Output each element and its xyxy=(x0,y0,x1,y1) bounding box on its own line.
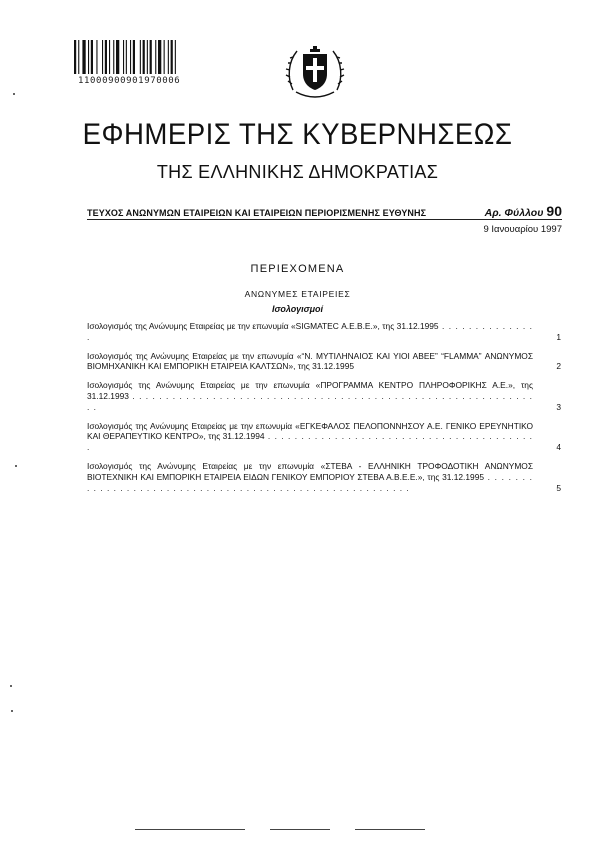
entry-text: Ισολογισμός της Ανώνυμης Εταιρείας με την επωνυμία «ΣΤΕΒΑ - ΕΛΛΗΝΙΚΗ ΤΡΟΦΟΔΟΤΙΚΗ ΑΝΩΝΥΜΟΣ ΒΙΟΤΕΧΝΙΚΗ ΚΑΙ ΕΜΠΟΡΙΚΗ ΕΤΑΙΡΕΙΑ ΕΙΔΩΝ ΓΕΝΙΚΟΥ ΕΜΠΟΡΙΟΥ ΣΤΕΒΑ Α.Β.Ε.Ε.», της 31.12.1995 xyxy=(87,460,533,482)
sheet-label: Αρ. Φύλλου xyxy=(484,207,544,219)
barcode-bar xyxy=(126,40,127,74)
contents-entry xyxy=(87,421,561,453)
footer-rule xyxy=(135,829,245,831)
barcode-bar xyxy=(113,40,114,74)
issue-type: ΤΕΥΧΟΣ ΑΝΩΝΥΜΩΝ ΕΤΑΙΡΕΙΩΝ ΚΑΙ ΕΤΑΙΡΕΙΩΝ ΠΕΡΙΟΡΙΣΜΕΝΗΣ ΕΥΘΥΝΗΣ xyxy=(87,208,427,219)
leader-dots: . . . . . . . . . . . . . . . . . . . . . . . . . . . . . . . . . . . . . . . . . . . . . . . . . . . . . . . . . . . . . . xyxy=(87,390,533,412)
entry-page-number: 4 xyxy=(556,442,561,453)
scan-speck xyxy=(13,93,15,95)
sheet-number-label xyxy=(485,203,562,219)
barcode-bar xyxy=(140,40,141,74)
barcode-bar xyxy=(158,40,161,74)
entry-page-number: 3 xyxy=(556,401,561,412)
barcode-bar xyxy=(143,40,145,74)
barcode-number: 11000900901970006 xyxy=(78,76,181,86)
barcode-bar xyxy=(133,40,135,74)
entry-text: Ισολογισμός της Ανώνυμης Εταιρείας με την επωνυμία «SIGMATEC Α.Ε.Β.Ε.», της 31.12.1995 xyxy=(87,321,439,331)
coat-of-arms-emblem xyxy=(284,40,346,102)
contents-list xyxy=(87,321,561,501)
barcode-bar xyxy=(171,40,173,74)
entry-page-number: 1 xyxy=(556,331,561,342)
barcode-bar xyxy=(102,40,103,74)
barcode-bar xyxy=(168,40,169,74)
scan-speck xyxy=(10,685,12,687)
footer-rule xyxy=(355,829,425,831)
barcode-bar xyxy=(147,40,148,74)
contents-entry xyxy=(87,351,561,373)
entry-text: Ισολογισμός της Ανώνυμης Εταιρείας με την επωνυμία «ΕΓΚΕΦΑΛΟΣ ΠΕΛΟΠΟΝΝΗΣΟΥ Α.Ε. ΓΕΝΙΚΟ ΕΡΕΥΝΗΤΙΚΟ ΚΑΙ ΘΕΡΑΠΕΥΤΙΚΟ ΚΕΝΤΡΟ», της 31.12.1994 xyxy=(87,420,533,442)
subsection-heading: Ισολογισμοί xyxy=(271,304,324,314)
barcode-bar xyxy=(164,40,165,74)
contents-entry xyxy=(87,380,561,412)
barcode-bar xyxy=(130,40,131,74)
issue-date: 9 Ιανουαρίου 1997 xyxy=(483,224,562,235)
barcode-bar xyxy=(82,40,85,74)
header-rule xyxy=(87,219,562,220)
gazette-title: ΕΦΗΜΕΡΙΣ ΤΗΣ ΚΥΒΕΡΝΗΣΕΩΣ xyxy=(82,118,513,151)
barcode-bar xyxy=(105,40,107,74)
entry-text: Ισολογισμός της Ανώνυμης Εταιρείας με την επωνυμία «“Ν. ΜΥΤΙΛΗΝΑΙΟΣ ΚΑΙ ΥΙΟΙ ΑΒΕΕ” “FLAMMA” ΑΝΩΝΥΜΟΣ ΒΙΟΜΗΧΑΝΙΚΗ ΚΑΙ ΕΜΠΟΡΙΚΗ ΕΤΑΙΡΕΙΑ ΚΑΛΤΣΩΝ», της 31.12.1995 xyxy=(87,350,533,372)
entry-text: Ισολογισμός της Ανώνυμης Εταιρείας με την επωνυμία «ΠΡΟΓΡΑΜΜΑ ΚΕΝΤΡΟ ΠΛΗΡΟΦΟΡΙΚΗΣ Α.Ε.», της 31.12.1993 xyxy=(87,380,533,401)
leader-dots: . . . . . . . . . . . . . . . . . . . . . . . . . . . . . . . . . . . . . . . . . . . . . . . . . . . . . . . . xyxy=(87,471,533,493)
gazette-subtitle: ΤΗΣ ΕΛΛΗΝΙΚΗΣ ΔΗΜΟΚΡΑΤΙΑΣ xyxy=(156,162,439,182)
contents-entry xyxy=(87,461,561,493)
barcode-bar xyxy=(88,40,89,74)
contents-heading: ΠΕΡΙΕΧΟΜΕΝΑ xyxy=(250,263,345,275)
leader-dots: . . . . . . . . . . . . . . . . . . . . . . . . . . . . . . . . . . . . . . . . . xyxy=(87,431,533,453)
barcode-bar xyxy=(116,40,119,74)
barcode-bar xyxy=(155,40,156,74)
contents-entry xyxy=(87,321,561,343)
entry-page-number: 5 xyxy=(556,482,561,493)
scan-speck xyxy=(15,465,17,467)
barcode-bar xyxy=(96,40,97,74)
barcode-bar xyxy=(109,40,110,74)
sheet-number: 90 xyxy=(546,203,562,219)
barcode-bar xyxy=(91,40,93,74)
issue-header xyxy=(87,203,562,219)
barcode-bar xyxy=(123,40,124,74)
barcode-bar xyxy=(175,40,176,74)
scan-speck xyxy=(11,710,13,712)
leader-dots: . . . . . . . . . . . . . . . xyxy=(87,321,533,342)
entry-page-number: 2 xyxy=(556,361,561,372)
footer-rule xyxy=(270,829,330,831)
barcode-bar xyxy=(78,40,79,74)
barcode xyxy=(74,40,214,74)
section-heading: ΑΝΩΝΥΜΕΣ ΕΤΑΙΡΕΙΕΣ xyxy=(244,289,351,299)
barcode-bar xyxy=(74,40,76,74)
barcode-bar xyxy=(150,40,152,74)
